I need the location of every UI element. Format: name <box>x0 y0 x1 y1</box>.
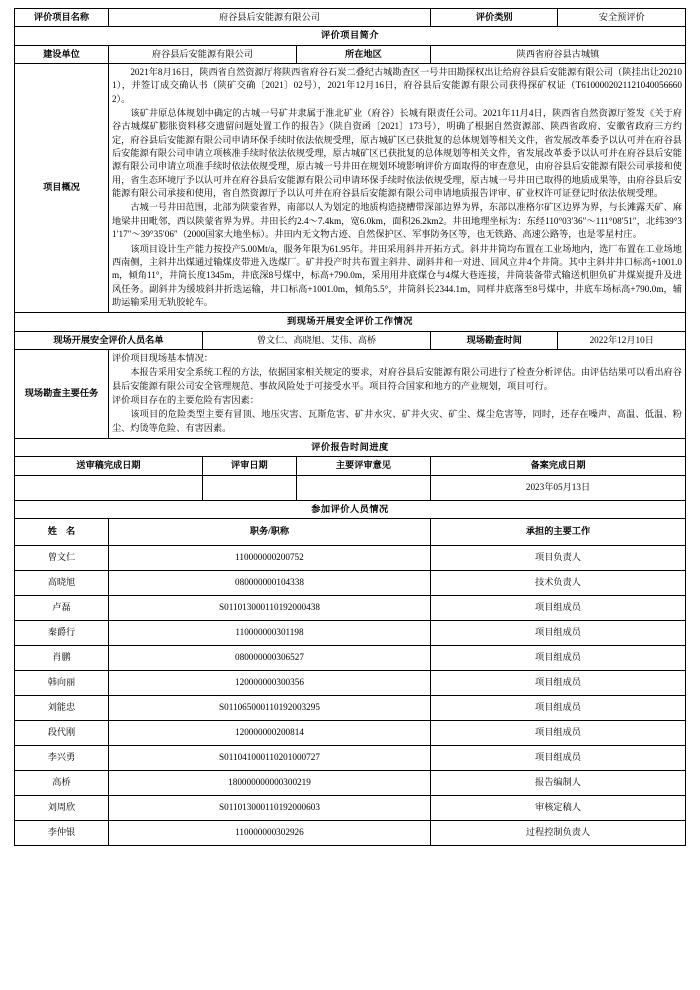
staff-work: 过程控制负责人 <box>431 821 686 846</box>
staff-id: S011013000110192000603 <box>108 796 430 821</box>
onsite-task-row <box>15 349 686 438</box>
table-row <box>15 596 686 621</box>
staff-name: 刘周欣 <box>15 796 109 821</box>
staff-name: 李仲银 <box>15 821 109 846</box>
staff-id: 080000000104338 <box>108 571 430 596</box>
table-row <box>15 771 686 796</box>
staff-work: 项目组成员 <box>431 746 686 771</box>
task-block-body: 该项目的危险类型主要有冒顶、地压灾害、瓦斯危害、矿井水灾、矿井火灾、矿尘、煤尘危害等，同时，还存在噪声、高温、低温、粉尘、灼烫等危险、有害因素。 <box>111 409 682 433</box>
section-brief-title: 评价项目简介 <box>15 27 686 45</box>
table-row <box>15 746 686 771</box>
schedule-col-filing-date: 备案完成日期 <box>431 457 686 475</box>
table-row <box>15 646 686 671</box>
onsite-task-label: 现场勘查主要任务 <box>15 349 109 438</box>
staff-name: 高晓旭 <box>15 571 109 596</box>
staff-work: 项目组成员 <box>431 596 686 621</box>
task-block-head: 评价项目存在的主要危险有害因素： <box>111 394 259 405</box>
staff-work: 项目负责人 <box>431 546 686 571</box>
header-row <box>15 9 686 27</box>
onsite-date-label: 现场勘查时间 <box>431 331 558 349</box>
schedule-header-row <box>15 457 686 475</box>
staff-work: 项目组成员 <box>431 671 686 696</box>
staff-id: 120000000300356 <box>108 671 430 696</box>
overview-paragraph: 2021年8月16日，陕西省自然资源厅将陕西省府谷石炭二叠纪古城勘查区一号井田勘探权出让给府谷县后安能源有限公司（陕挂出让202101），并签订成交确认书（陕矿交确〔2021〕02号），2021年12月16日，府谷县后安能源有限公司获得探矿权证（T61000020211210400566602）。 <box>111 67 682 104</box>
staff-name: 肖鹏 <box>15 646 109 671</box>
staff-id: S011013000110192000438 <box>108 596 430 621</box>
schedule-value-review-opinion <box>296 475 430 500</box>
staff-col-role: 职务/职称 <box>108 519 430 546</box>
staff-work: 项目组成员 <box>431 696 686 721</box>
location-label: 所在地区 <box>296 45 430 63</box>
onsite-staff-label: 现场开展安全评价人员名单 <box>15 331 203 349</box>
staff-name: 李兴勇 <box>15 746 109 771</box>
staff-id: 110000000200752 <box>108 546 430 571</box>
staff-work: 技术负责人 <box>431 571 686 596</box>
staff-name: 段代刚 <box>15 721 109 746</box>
staff-col-work: 承担的主要工作 <box>431 519 686 546</box>
schedule-col-review-date: 评审日期 <box>202 457 296 475</box>
section-schedule-title: 评价报告时间进度 <box>15 438 686 456</box>
onsite-date-value: 2022年12月10日 <box>558 331 686 349</box>
table-row <box>15 546 686 571</box>
report-table <box>14 8 686 846</box>
schedule-value-filing-date: 2023年05月13日 <box>431 475 686 500</box>
staff-name: 卢磊 <box>15 596 109 621</box>
staff-name: 韩向丽 <box>15 671 109 696</box>
section-onsite-title-row <box>15 313 686 331</box>
build-unit-label: 建设单位 <box>15 45 109 63</box>
staff-header-row <box>15 519 686 546</box>
staff-id: 180000000000300219 <box>108 771 430 796</box>
staff-id: 110000000302926 <box>108 821 430 846</box>
overview-body <box>108 64 685 313</box>
table-row <box>15 696 686 721</box>
overview-row <box>15 64 686 313</box>
table-row <box>15 821 686 846</box>
schedule-value-review-date <box>202 475 296 500</box>
staff-id: S011041000110201000727 <box>108 746 430 771</box>
section-staff-title: 参加评价人员情况 <box>15 500 686 518</box>
staff-work: 项目组成员 <box>431 721 686 746</box>
staff-id: S011065000110192003295 <box>108 696 430 721</box>
category-value: 安全预评价 <box>558 9 686 27</box>
table-row <box>15 796 686 821</box>
onsite-staff-value: 曾文仁、高晓旭、艾伟、高桥 <box>202 331 430 349</box>
onsite-staff-row <box>15 331 686 349</box>
staff-id: 110000000301198 <box>108 621 430 646</box>
schedule-col-submit-date: 送审稿完成日期 <box>15 457 203 475</box>
table-row <box>15 671 686 696</box>
task-block-body: 本报告采用安全系统工程的方法，依据国家相关规定的要求，对府谷县后安能源有限公司进行了检查分析评估。由评估结果可以看出府谷县后安能源有限公司安全管理规范、事故风险处于可接受水平。项目符合国家和地方的产业规划，项目可行。 <box>111 367 682 391</box>
section-brief-title-row <box>15 27 686 45</box>
staff-name: 刘能忠 <box>15 696 109 721</box>
overview-label: 项目概况 <box>15 64 109 313</box>
project-name-label: 评价项目名称 <box>15 9 109 27</box>
staff-work: 审核定稿人 <box>431 796 686 821</box>
overview-paragraph: 该矿井原总体规划中确定的古城一号矿井隶属于淮北矿业（府谷）长城有限责任公司。2021年11月4日，陕西省自然资源厅签发《关于府谷古城煤矿膨胀资料移交遗留问题处置工作的报告》（陕自资函〔2021〕173号），明确了根据自然资源部、陕西省政府、安徽省政府三方约定，府谷县后安能源有限公司申请环保手续时依法依规受理，原古城矿区已获批复的总体规划等相关文件，省发展改革委予以认可并在府谷县后安能源有限公司申请立项核准手续时依法依规受理，原古城矿区已获批复的总体规划等相关文件，省发展改革委予以认可并在府谷县后安能源有限公司申请立项准手续时依法依规受理，原古城一号井田在规划环境影响评价方面取得的审查意见，由府谷县后安能源有限公司承接和使用，省生态环境厅予以认可并在府谷县后安能源有限公司申请环保手续时依法依规受理，原古城一号井田已取得的地质成果等，由府谷县后安能源有限公司承接和使用，省自然资源厅予以认可并在府谷县后安能源有限公司申请地质报告评审、矿业权许可证登记时依法依规受理。 <box>111 108 682 199</box>
overview-paragraph: 该项目设计生产能力按投产5.00Mt/a，服务年限为61.95年。井田采用斜井开拓方式。斜井井筒均布置在工业场地内，选厂布置在工业场地西南侧，主斜井出煤通过输煤皮带进入选煤厂。矿井投产时共布置主斜井、副斜井和一对进、回风立井4个井筒。其中主斜井井口标高+1001.0m，倾角11°，井筒长度1345m，井底深8号煤中，标高+790.0m，采用用井底煤仓与4煤大巷连接，井筒装备带式输送机胆负矿井煤炭提升及进风任务。副斜井为缓坡斜井折迭运输，井口标高+1001.0m，倾角5.5°，井筒斜长2344.1m，同样井底落至8号煤中，井底车场标高+790.0m，辅助运输采用无轨胶轮车。 <box>111 243 682 307</box>
task-block-head: 评价项目现场基本情况： <box>111 352 213 363</box>
section-schedule-title-row <box>15 438 686 456</box>
staff-name: 秦爵行 <box>15 621 109 646</box>
location-value: 陕西省府谷县古城镇 <box>431 45 686 63</box>
section-onsite-title: 到现场开展安全评价工作情况 <box>15 313 686 331</box>
table-row <box>15 571 686 596</box>
table-row <box>15 721 686 746</box>
project-name-value: 府谷县后安能源有限公司 <box>108 9 430 27</box>
schedule-col-review-opinion: 主要评审意见 <box>296 457 430 475</box>
staff-work: 项目组成员 <box>431 646 686 671</box>
category-label: 评价类别 <box>431 9 558 27</box>
section-staff-title-row <box>15 500 686 518</box>
staff-id: 120000000200814 <box>108 721 430 746</box>
staff-name: 曾文仁 <box>15 546 109 571</box>
schedule-value-submit-date <box>15 475 203 500</box>
overview-paragraph: 古城一号井田范围，北部为陕蒙省界，南部以人为划定的地质构造挠槽带深部边界为界，东部以准格尔矿区边界为界，与长滩露天矿、麻地梁井田毗邻，西以陕蒙省界为界。井田长约2.4～7.4km，宽6.0km，面积26.2km2。井田地理坐标为：东经110°03′36″～111°08′51″，北纬39°31′17″～39°35′06″（2000国家大地坐标）。井田内无文物古迹、自然保护区、军事防务区等，也无铁路、高速公路等，也是零星村庄。 <box>111 202 682 240</box>
build-unit-row <box>15 45 686 63</box>
onsite-task-body <box>108 349 685 438</box>
staff-work: 报告编制人 <box>431 771 686 796</box>
staff-id: 080000000306527 <box>108 646 430 671</box>
staff-col-name: 姓 名 <box>15 519 109 546</box>
schedule-value-row <box>15 475 686 500</box>
build-unit-value: 府谷县后安能源有限公司 <box>108 45 296 63</box>
staff-work: 项目组成员 <box>431 621 686 646</box>
table-row <box>15 621 686 646</box>
staff-name: 高桥 <box>15 771 109 796</box>
